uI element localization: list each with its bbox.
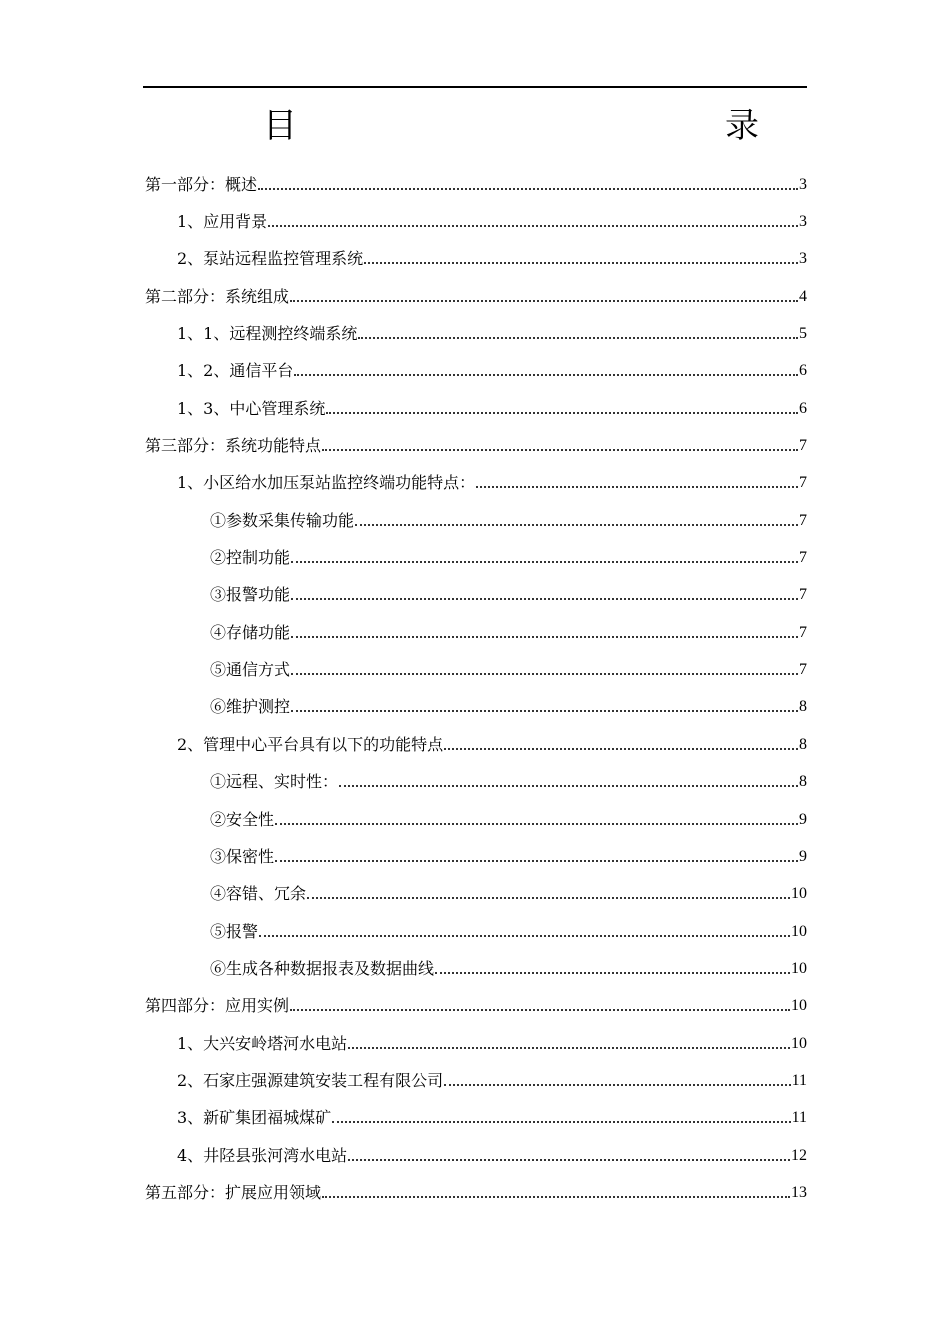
toc-entry-text: 第五部分：扩展应用领域 xyxy=(145,1182,322,1202)
dot-leader xyxy=(259,935,790,937)
toc-entry-text: ②安全性 xyxy=(210,809,275,829)
dot-leader xyxy=(348,1159,790,1161)
toc-page-number: 10 xyxy=(791,1034,807,1052)
toc-entry-text: ②控制功能 xyxy=(210,548,291,568)
dot-leader xyxy=(322,1196,790,1198)
toc-entry-text: 1、小区给水加压泵站监控终端功能特点： xyxy=(177,473,476,493)
dot-leader xyxy=(355,524,798,526)
toc-entry-text: ①参数采集传输功能 xyxy=(210,510,355,530)
toc-title: 目 录 xyxy=(263,106,879,146)
toc-page-number: 10 xyxy=(791,885,807,903)
dot-leader xyxy=(444,748,798,750)
toc-entry[interactable] xyxy=(145,764,807,801)
toc-page-number: 7 xyxy=(799,549,807,567)
toc-page-number: 3 xyxy=(799,213,807,231)
dot-leader xyxy=(275,823,798,825)
toc-page-number: 9 xyxy=(799,810,807,828)
toc-entry-text: ③保密性 xyxy=(210,846,275,866)
toc-entry[interactable] xyxy=(145,577,807,614)
dot-leader xyxy=(268,225,798,227)
toc-page-number: 11 xyxy=(791,1109,807,1127)
toc-page-number: 10 xyxy=(791,922,807,940)
toc-entry[interactable] xyxy=(145,950,807,987)
toc-entry-text: 第四部分：应用实例 xyxy=(145,996,290,1016)
toc-entry[interactable] xyxy=(145,241,807,278)
toc-entry-text: ⑤报警 xyxy=(210,921,259,941)
toc-entry-text: ⑥维护测控 xyxy=(210,697,291,717)
toc-entry[interactable] xyxy=(145,651,807,688)
toc-entry[interactable] xyxy=(145,988,807,1025)
toc-entry-text: 1、2、通信平台 xyxy=(177,361,294,381)
toc-page-number: 5 xyxy=(799,325,807,343)
toc-page-number: 7 xyxy=(799,623,807,641)
toc-entry-text: ⑤通信方式 xyxy=(210,660,291,680)
toc-entry[interactable] xyxy=(145,726,807,763)
toc-entry[interactable] xyxy=(145,1100,807,1137)
toc-page-number: 3 xyxy=(799,175,807,193)
header-rule xyxy=(143,86,807,88)
toc-page-number: 7 xyxy=(799,474,807,492)
dot-leader xyxy=(291,561,798,563)
toc-entry-text: ③报警功能 xyxy=(210,585,291,605)
toc-page-number: 4 xyxy=(799,287,807,305)
toc-page-number: 9 xyxy=(799,847,807,865)
dot-leader xyxy=(476,486,798,488)
toc-entry-text: 1、3、中心管理系统 xyxy=(177,398,326,418)
toc-page-number: 8 xyxy=(799,735,807,753)
toc-page-number: 10 xyxy=(791,959,807,977)
dot-leader xyxy=(339,785,798,787)
toc-entry[interactable] xyxy=(145,539,807,576)
dot-leader xyxy=(275,860,798,862)
toc-entry[interactable] xyxy=(145,1062,807,1099)
dot-leader xyxy=(258,188,798,190)
dot-leader xyxy=(291,673,798,675)
toc-entry-text: ⑥生成各种数据报表及数据曲线 xyxy=(210,958,435,978)
dot-leader xyxy=(348,1047,790,1049)
toc-entry-text: 4、井陉县张河湾水电站 xyxy=(177,1145,348,1165)
toc-entry[interactable] xyxy=(145,166,807,203)
dot-leader xyxy=(290,1009,790,1011)
toc-entry[interactable] xyxy=(145,689,807,726)
toc-entry[interactable] xyxy=(145,876,807,913)
toc-page-number: 10 xyxy=(791,997,807,1015)
toc-page-number: 8 xyxy=(799,698,807,716)
toc-entry-text: 3、新矿集团福城煤矿 xyxy=(177,1108,332,1128)
toc-entry[interactable] xyxy=(145,315,807,352)
toc-entry[interactable] xyxy=(145,278,807,315)
dot-leader xyxy=(358,337,798,339)
table-of-contents xyxy=(145,166,807,1212)
toc-entry-text: 2、石家庄强源建筑安装工程有限公司 xyxy=(177,1070,444,1090)
toc-page-number: 7 xyxy=(799,661,807,679)
toc-page-number: 6 xyxy=(799,362,807,380)
toc-entry[interactable] xyxy=(145,427,807,464)
toc-page-number: 3 xyxy=(799,250,807,268)
toc-page-number: 6 xyxy=(799,399,807,417)
toc-entry[interactable] xyxy=(145,1137,807,1174)
toc-entry[interactable] xyxy=(145,1174,807,1211)
toc-entry-text: 第二部分：系统组成 xyxy=(145,286,290,306)
dot-leader xyxy=(332,1121,790,1123)
toc-page-number: 7 xyxy=(799,511,807,529)
dot-leader xyxy=(326,412,798,414)
toc-entry[interactable] xyxy=(145,1025,807,1062)
dot-leader xyxy=(364,262,798,264)
toc-entry[interactable] xyxy=(145,913,807,950)
toc-entry[interactable] xyxy=(145,390,807,427)
toc-entry[interactable] xyxy=(145,838,807,875)
toc-page-number: 11 xyxy=(791,1071,807,1089)
dot-leader xyxy=(307,897,790,899)
toc-entry[interactable] xyxy=(145,203,807,240)
toc-page-number: 8 xyxy=(799,773,807,791)
toc-page-number: 7 xyxy=(799,437,807,455)
toc-entry-text: ④容错、冗余 xyxy=(210,884,307,904)
toc-entry-text: ①远程、实时性： xyxy=(210,772,339,792)
dot-leader xyxy=(291,598,798,600)
dot-leader xyxy=(291,710,798,712)
toc-entry-text: 2、泵站远程监控管理系统 xyxy=(177,249,364,269)
toc-entry-text: 1、大兴安岭塔河水电站 xyxy=(177,1033,348,1053)
toc-page-number: 12 xyxy=(791,1146,807,1164)
dot-leader xyxy=(291,636,798,638)
toc-entry-text: 1、应用背景 xyxy=(177,212,268,232)
dot-leader xyxy=(435,972,790,974)
dot-leader xyxy=(294,374,798,376)
toc-entry[interactable] xyxy=(145,353,807,390)
toc-entry-text: 第一部分：概述 xyxy=(145,174,258,194)
toc-entry-text: 2、管理中心平台具有以下的功能特点 xyxy=(177,734,444,754)
toc-entry-text: 第三部分：系统功能特点 xyxy=(145,436,322,456)
toc-entry-text: 1、1、远程测控终端系统 xyxy=(177,324,358,344)
toc-entry[interactable] xyxy=(145,465,807,502)
toc-entry[interactable] xyxy=(145,614,807,651)
toc-entry[interactable] xyxy=(145,801,807,838)
toc-entry[interactable] xyxy=(145,502,807,539)
toc-entry-text: ④存储功能 xyxy=(210,622,291,642)
dot-leader xyxy=(322,449,798,451)
dot-leader xyxy=(290,300,798,302)
toc-page-number: 7 xyxy=(799,586,807,604)
toc-page-number: 13 xyxy=(791,1183,807,1201)
dot-leader xyxy=(444,1084,790,1086)
